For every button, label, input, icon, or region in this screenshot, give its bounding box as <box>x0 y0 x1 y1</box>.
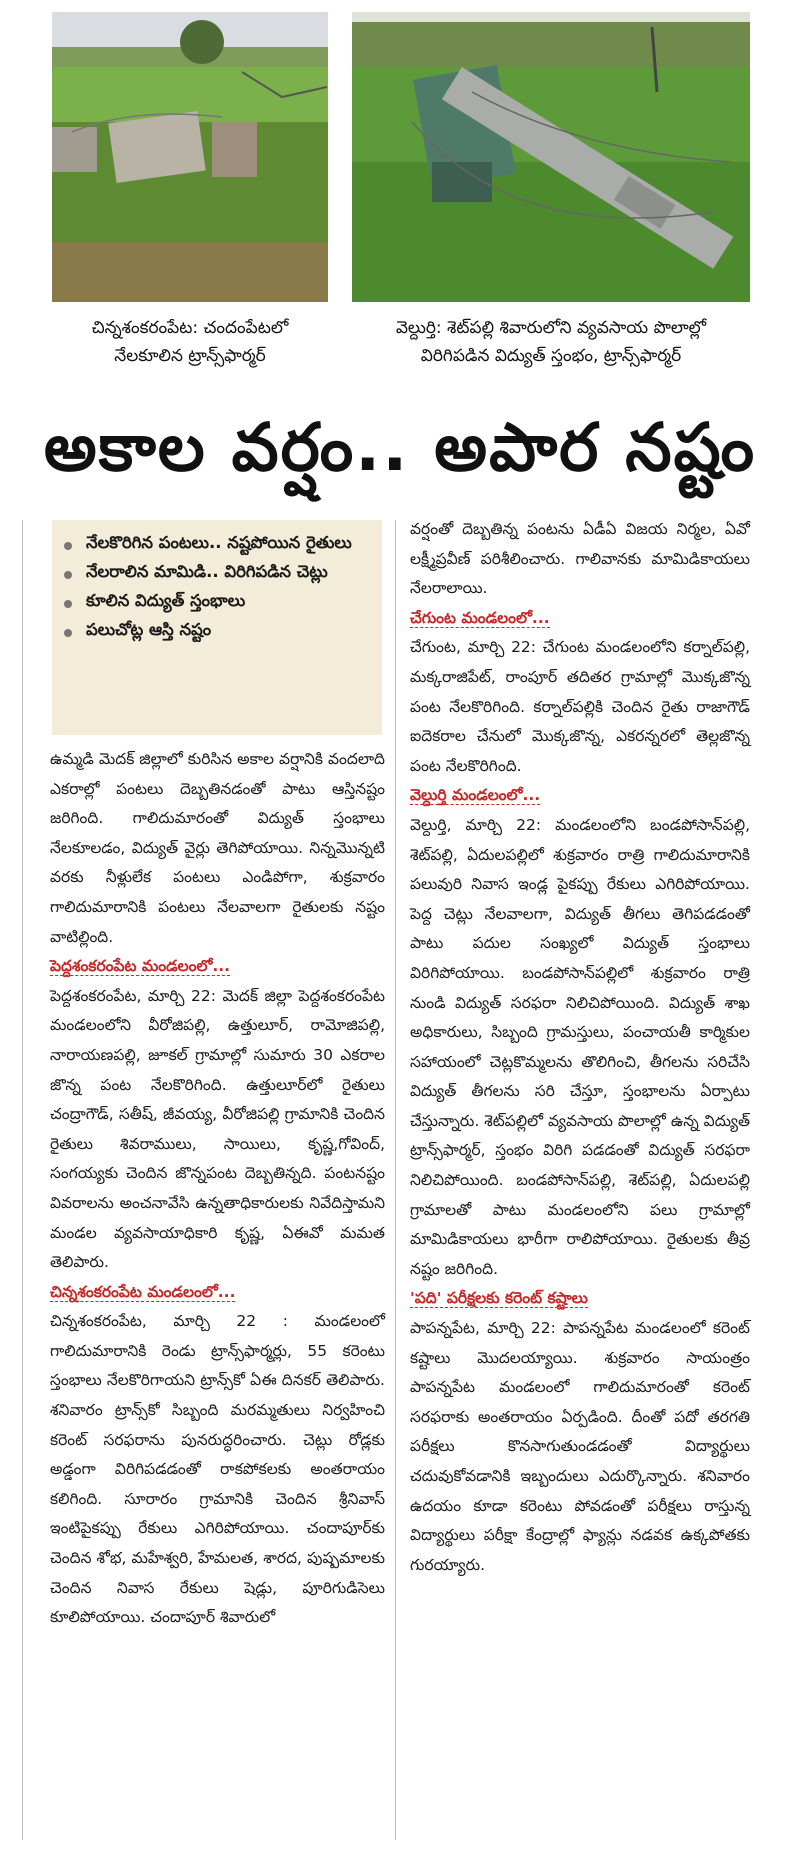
caption-right-line1: వెల్దుర్తి: శెట్‌పల్లి శివారులోని వ్యవసాయ పొలాల్లో <box>395 318 707 338</box>
highlight-item <box>60 530 382 555</box>
right-column <box>410 515 750 1580</box>
bullet-icon <box>64 542 72 550</box>
bullet-icon <box>64 600 72 608</box>
caption-left-line2: నేలకూలిన ట్రాన్స్‌ఫార్మర్ <box>114 346 266 366</box>
highlight-text: పలుచోట్ల ఆస్తి నష్టం <box>86 620 212 639</box>
paragraph-chinnashankarampet: చిన్నశంకరంపేట, మార్చి 22 : మండలంలో గాలిదుమారానికి రెండు ట్రాన్స్‌ఫార్మర్లు, 55 కరెంటు స్తంభాలు నేలకొరిగాయని ట్రాన్స్‌కో ఏఈ దినకర్ తెలిపారు. శనివారం ట్రాన్స్‌కో సిబ్బంది మరమ్మతులు నిర్వహించి కరెంట్ సరఫరాను పునరుద్ధరించారు. చెట్లు రోడ్లకు అడ్డంగా విరిగిపడడంతో రాకపోకలకు అంతరాయం కలిగింది. సూరారం గ్రామానికి చెందిన శ్రీనివాస్ ఇంటిపైకప్పు రేకులు ఎగిరిపోయాయి. చందాపూర్‌కు చెందిన శోభ, మహేశ్వరి, హేమలత, శారద, పుష్పమాలకు చెందిన నివాస రేకులు షెడ్లు, పూరిగుడిసెలు కూలిపోయాయి. చందాపూర్ శివారులో <box>50 1312 385 1627</box>
paragraph-veldurthi: వెల్దుర్తి, మార్చి 22: మండలంలోని బండపోసాన్‌పల్లి, శెట్‌పల్లి, ఏదులపల్లిలో శుక్రవారం రాత్రి గాలిదుమారానికి పలువురి నివాస ఇండ్ల పైకప్పు రేకులు ఎగిరిపోయాయి. పెద్ద చెట్లు నేలవాలగా, విద్యుత్ తీగలు తెగిపడడంతో పాటు పదుల సంఖ్యలో విద్యుత్ స్తంభాలు విరిగిపోయాయి. బండపోసాన్‌పల్లిలో శుక్రవారం రాత్రి నుండి విద్యుత్ సరఫరా నిలిచిపోయింది. విద్యుత్ శాఖ అధికారులు, సిబ్బంది గ్రామస్తులు, పంచాయతీ కార్మికుల సహాయంలో చెట్లకొమ్మలను తొలిగించి, తీగలను సరిచేసి విద్యుత్ తీగలను సరి చేస్తూ, స్తంభాలను ఏర్పాటు చేస్తున్నారు. శెట్‌పల్లిలో వ్యవసాయ పొలాల్లో ఉన్న విద్యుత్ ట్రాన్స్‌ఫార్మర్, స్తంభం విరిగి పడడంతో విద్యుత్ సరఫరా నిలిచిపోయింది. బండపోసాన్‌పల్లి, శెట్‌పల్లి, ఏదులపల్లి గ్రామాలతో పాటు మండలంలోని పలు గ్రామాల్లో మామిడికాయలు భారీగా రాలిపోయాయి. రైతులకు తీవ్ర నష్టం జరిగింది. <box>410 815 750 1278</box>
paragraph-continued: వర్షంతో దెబ్బతిన్న పంటను ఏడీఏ విజయ నిర్మల, ఏవో లక్ష్మీప్రవీణ్ పరిశీలించారు. గాలివానకు మామిడికాయలు నేలరాలాయి. <box>410 520 750 598</box>
paragraph-chegunta: చేగుంట, మార్చి 22: చేగుంట మండలంలోని కర్నాల్‌పల్లి, మక్కరాజిపేట్, రాంపూర్ తదితర గ్రామాల్లో మొక్కజొన్న పంట నేలకొరిగింది. కర్నాల్‌పల్లికి చెందిన రైతు రాజాగౌడ్ ఐదెకరాల చేనులో మొక్కజొన్న, ఎకరన్నరలో తెల్లజొన్న పంట నేలకొరిగింది. <box>410 638 750 775</box>
highlight-text: నేలకొరిగిన పంటలు.. నష్టపోయిన రైతులు <box>86 533 352 552</box>
caption-left-line1: చిన్నశంకరంపేట: చందంపేటలో <box>91 318 289 338</box>
highlights-box <box>52 520 382 735</box>
subheading-veldurthi: వెల్దుర్తి మండలంలో... <box>410 786 541 805</box>
photo-fallen-transformer <box>52 12 328 302</box>
bullet-icon <box>64 629 72 637</box>
highlight-text: నేలరాలిన మామిడి.. విరిగిపడిన చెట్లు <box>86 562 328 581</box>
highlight-item <box>60 559 382 584</box>
photo-broken-pole-transformer <box>352 12 750 302</box>
highlight-item <box>60 588 382 613</box>
left-column <box>50 745 385 1633</box>
bullet-icon <box>64 571 72 579</box>
subheading-exams-power: 'పది' పరీక్షలకు కరెంట్ కష్టాలు <box>410 1289 588 1308</box>
headline: అకాల వర్షం.. అపార నష్టం <box>43 409 757 486</box>
photo-caption-right <box>352 314 750 370</box>
column-divider <box>395 520 396 1840</box>
subheading-peddashankarampet: పెద్దశంకరంపేట మండలంలో... <box>50 957 231 976</box>
subheading-chegunta: చేగుంట మండలంలో... <box>410 608 550 627</box>
paragraph-peddashankarampet: పెద్దశంకరంపేట, మార్చి 22: మెదక్ జిల్లా పెద్దశంకరంపేట మండలంలోని వీరోజిపల్లి, ఉత్తులూర్, రామోజిపల్లి, నారాయణపల్లి, జూకల్ గ్రామాల్లో సుమారు 30 ఎకరాల జొన్న పంట నేలకొరిగింది. ఉత్తులూర్‌లో రైతులు చంద్రాగౌడ్, సతీష్, జీవయ్య, వీరోజిపల్లి గ్రామానికి చెందిన రైతులు శివరాములు, సాయిలు, కృష్ణ,గోవింద్, సంగయ్యకు చెందిన జొన్నపంట దెబ్బతిన్నది. పంటనష్టం వివరాలను అంచనావేసి ఉన్నతాధికారులకు నివేదిస్తామని మండల వ్యవసాయాధికారి కృష్ణ, ఏఈవో మమత తెలిపారు. <box>50 986 385 1272</box>
subheading-chinnashankarampet: చిన్నశంకరంపేట మండలంలో... <box>50 1282 236 1301</box>
page-left-rule <box>22 520 23 1840</box>
paragraph-exams-power: పాపన్నపేట, మార్చి 22: పాపన్నపేట మండలంలో కరెంట్ కష్టాలు మొదలయ్యాయి. శుక్రవారం సాయంత్రం పాపన్నపేట మండలంలో గాలిదుమారంతో కరెంట్ సరఫరాకు అంతరాయం ఏర్పడింది. దీంతో పదో తరగతి పరీక్షలు కొనసాగుతుండడంతో విద్యార్థులు చదువుకోవడానికి ఇబ్బందులు ఎదుర్కొన్నారు. శనివారం ఉదయం కూడా కరెంటు పోవడంతో పరీక్షలు రాస్తున్న విద్యార్థులు పరీక్షా కేంద్రాల్లో ఫ్యాన్లు నడవక ఉక్కపోతకు గురయ్యారు. <box>410 1319 750 1574</box>
caption-right-line2: విరిగిపడిన విద్యుత్ స్తంభం, ట్రాన్స్‌ఫార్మర్ <box>420 346 682 366</box>
highlight-text: కూలిన విద్యుత్ స్తంభాలు <box>86 591 246 610</box>
intro-paragraph: ఉమ్మడి మెదక్ జిల్లాలో కురిసిన అకాల వర్షానికి వందలాది ఎకరాల్లో పంటలు దెబ్బతినడంతో పాటు ఆస్తినష్టం జరిగింది. గాలిదుమారంతో విద్యుత్ స్తంభాలు నేలకూలడం, విద్యుత్ వైర్లు తెగిపోయాయి. నిన్నమొన్నటి వరకు నీళ్లులేక పంటలు ఎండిపోగా, శుక్రవారం గాలిదుమారానికి పంటలు నేలవాలగా రైతులకు నష్టం వాటిల్లింది. <box>50 750 385 946</box>
photo-caption-left <box>52 314 328 370</box>
highlight-item <box>60 617 382 642</box>
